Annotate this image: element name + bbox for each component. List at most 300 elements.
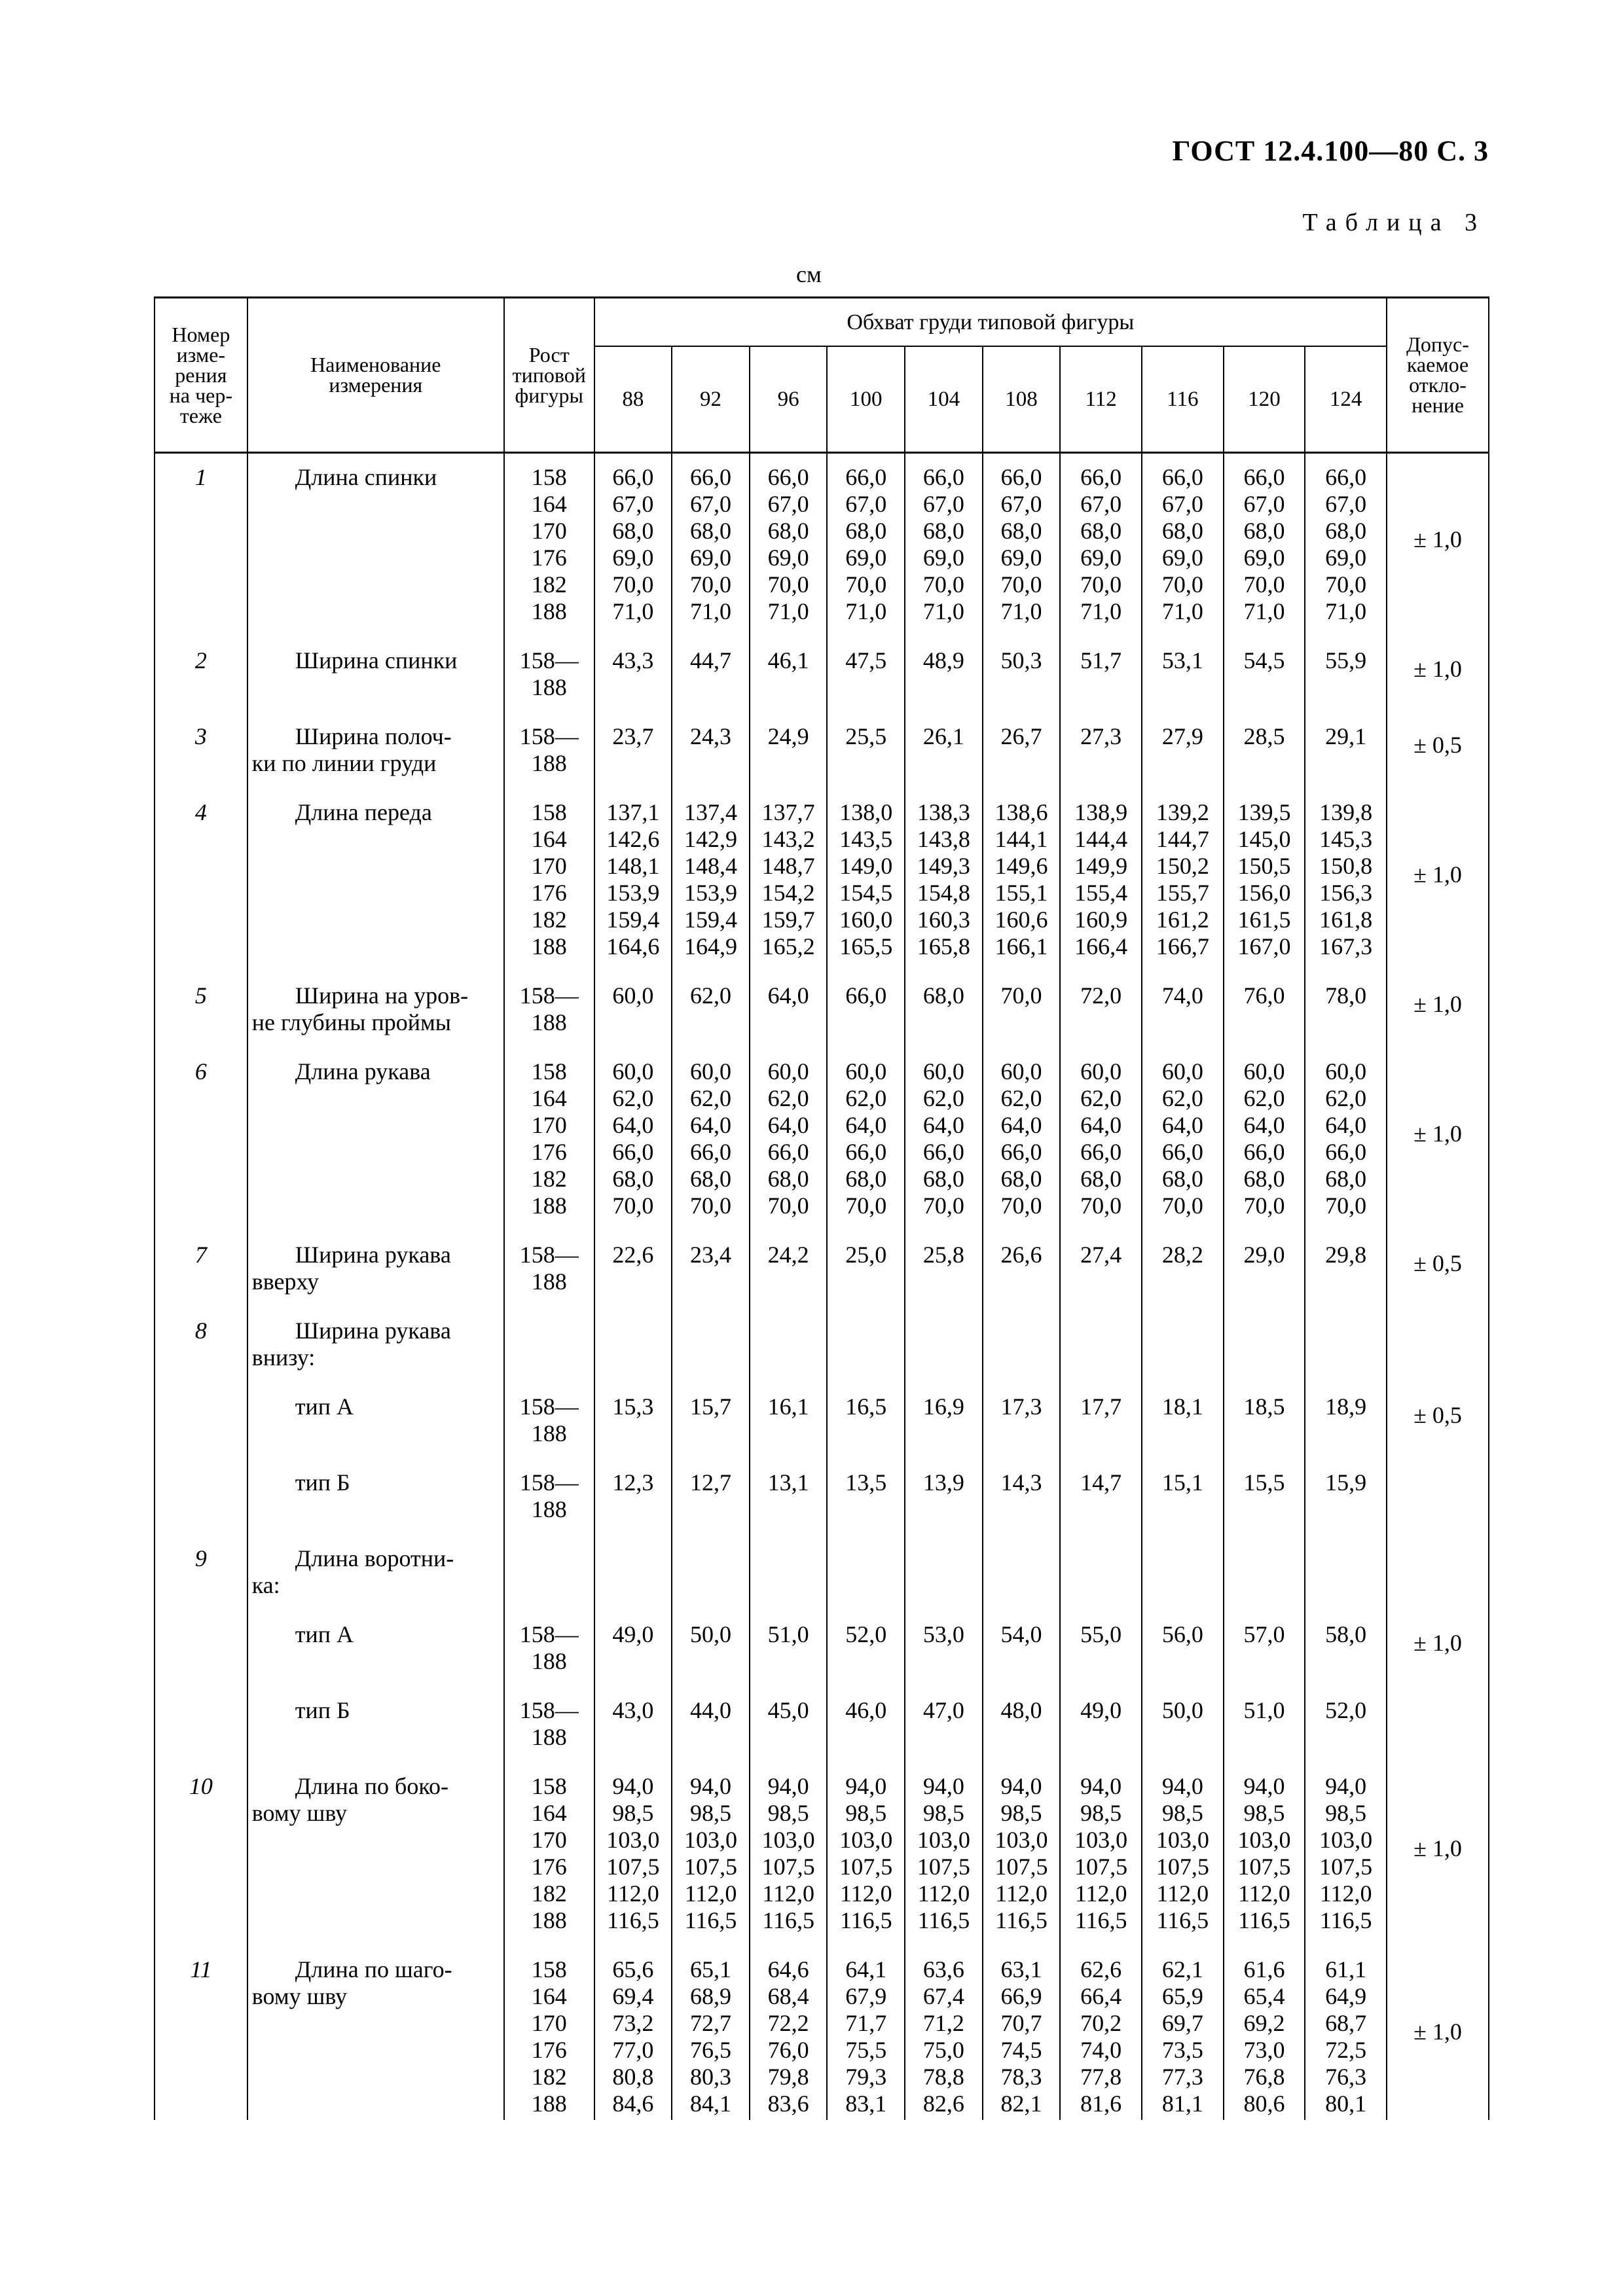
cell-value: 68,0 (1243, 518, 1285, 544)
cell-value: 67,0 (1080, 491, 1122, 517)
cell-value: 70,0 (1243, 1193, 1285, 1219)
table-row (155, 1048, 1489, 1231)
cell-girth-100 (827, 1231, 905, 1307)
empty-cell (594, 1307, 672, 1383)
table-row (155, 453, 1489, 637)
cell-value: 68,0 (690, 518, 732, 544)
header-name (247, 298, 504, 453)
cell-value: 73,5 (1161, 2037, 1203, 2063)
height-value: 188 (531, 1724, 567, 1750)
cell-value: 107,5 (839, 1854, 893, 1880)
cell-value: 71,0 (1161, 598, 1203, 624)
cell-girth-104 (905, 789, 983, 972)
cell-girth-116 (1142, 1763, 1224, 1946)
cell-value: 60,0 (1080, 1058, 1122, 1085)
cell-girth-104 (905, 1048, 983, 1231)
row-name-line: вверху (251, 1268, 319, 1295)
cell-girth-108 (983, 1383, 1061, 1459)
cell-girth-100 (827, 789, 905, 972)
cell-value: 74,5 (1000, 2037, 1042, 2063)
subrow-name (247, 1459, 504, 1535)
height-value: 170 (531, 518, 567, 544)
cell-value: 70,0 (1000, 571, 1042, 598)
cell-value: 77,3 (1161, 2064, 1203, 2090)
cell-girth-96 (750, 1459, 828, 1535)
cell-girth-112 (1060, 453, 1142, 637)
cell-value: 82,6 (922, 2090, 964, 2117)
cell-value: 156,0 (1237, 880, 1291, 906)
row-name (247, 972, 504, 1048)
cell-value: 76,8 (1243, 2064, 1285, 2090)
cell-value: 75,0 (922, 2037, 964, 2063)
header-line: изме- (176, 342, 226, 367)
cell-value: 74,0 (1161, 982, 1203, 1009)
row-name (247, 1048, 504, 1231)
cell-girth-88 (594, 1946, 672, 2120)
row-heights (504, 1048, 594, 1231)
cell-value: 79,8 (767, 2064, 809, 2090)
cell-value: 27,4 (1080, 1242, 1122, 1268)
cell-value: 77,8 (1080, 2064, 1122, 2090)
cell-value: 71,0 (845, 598, 887, 624)
cell-value: 16,1 (767, 1393, 809, 1420)
cell-value: 44,7 (690, 647, 732, 673)
subrow-name-line: тип Б (295, 1697, 350, 1723)
cell-value: 69,7 (1161, 2010, 1203, 2036)
cell-value: 107,5 (917, 1854, 970, 1880)
cell-value: 51,7 (1080, 647, 1122, 673)
cell-value: 107,5 (761, 1854, 815, 1880)
cell-value: 66,0 (1325, 1139, 1367, 1165)
row-name (247, 1535, 504, 1611)
subrow-heights (504, 1687, 594, 1763)
cell-value: 54,5 (1243, 647, 1285, 673)
cell-value: 68,0 (1000, 1166, 1042, 1192)
table-subrow (155, 1687, 1489, 1763)
cell-girth-88 (594, 713, 672, 789)
cell-value: 66,4 (1080, 1983, 1122, 2009)
height-value: 164 (531, 1983, 567, 2009)
cell-value: 70,0 (1161, 1193, 1203, 1219)
cell-value: 148,4 (684, 853, 738, 879)
cell-value: 64,0 (1161, 1112, 1203, 1138)
height-value: 158— (519, 1393, 579, 1420)
row-name (247, 637, 504, 713)
header-line: теже (179, 403, 222, 427)
row-name-line: Длина по боко- (295, 1773, 449, 1799)
cell-girth-108 (983, 1687, 1061, 1763)
height-value: 158— (519, 982, 579, 1009)
row-number: 6 (155, 1048, 247, 1231)
cell-value: 66,0 (1325, 464, 1367, 490)
cell-girth-116 (1142, 1048, 1224, 1231)
cell-value: 138,3 (917, 799, 970, 825)
header-girth-112: 112 (1060, 346, 1142, 453)
height-value: 170 (531, 1112, 567, 1138)
header-girth-96: 96 (750, 346, 828, 453)
cell-value: 61,6 (1243, 1956, 1285, 1982)
cell-girth-116 (1142, 1231, 1224, 1307)
row-name-line: вому шву (251, 1800, 348, 1826)
cell-value: 160,0 (839, 906, 893, 933)
table-subrow (155, 1383, 1489, 1459)
height-value: 188 (531, 1648, 567, 1674)
cell-value: 71,2 (922, 2010, 964, 2036)
cell-value: 70,0 (1000, 1193, 1042, 1219)
cell-value: 103,0 (839, 1827, 893, 1853)
cell-girth-96 (750, 1763, 828, 1946)
cell-value: 94,0 (690, 1773, 732, 1799)
cell-value: 66,9 (1000, 1983, 1042, 2009)
table-row (155, 1763, 1489, 1946)
cell-value: 44,0 (690, 1697, 732, 1723)
cell-girth-104 (905, 453, 983, 637)
cell-value: 71,0 (690, 598, 732, 624)
cell-value: 70,0 (1000, 982, 1042, 1009)
cell-girth-92 (672, 1459, 750, 1535)
cell-value: 62,0 (1080, 1085, 1122, 1111)
empty-cell (1142, 1307, 1224, 1383)
cell-girth-120 (1224, 1687, 1305, 1763)
cell-value: 166,1 (994, 933, 1048, 960)
cell-value: 94,0 (1325, 1773, 1367, 1799)
header-line: нение (1412, 393, 1464, 417)
row-name-line: Ширина на уров- (295, 982, 469, 1009)
cell-value: 78,8 (922, 2064, 964, 2090)
cell-girth-108 (983, 637, 1061, 713)
cell-value: 28,2 (1161, 1242, 1203, 1268)
height-value: 188 (531, 933, 567, 960)
cell-girth-124 (1305, 453, 1387, 637)
cell-value: 143,5 (839, 826, 893, 852)
cell-girth-116 (1142, 713, 1224, 789)
cell-value: 155,1 (994, 880, 1048, 906)
cell-girth-116 (1142, 972, 1224, 1048)
cell-girth-124 (1305, 1946, 1387, 2120)
empty-cell (905, 1535, 983, 1611)
cell-value: 61,1 (1325, 1956, 1367, 1982)
cell-value: 67,0 (1161, 491, 1203, 517)
cell-value: 70,0 (1243, 571, 1285, 598)
table-row (155, 637, 1489, 713)
measurements-table (154, 296, 1489, 2120)
height-value: 182 (531, 2064, 567, 2090)
height-value: 176 (531, 1854, 567, 1880)
row-name (247, 1946, 504, 2120)
cell-girth-92 (672, 1048, 750, 1231)
cell-value: 68,0 (612, 1166, 654, 1192)
cell-value: 112,0 (684, 1880, 737, 1907)
cell-value: 12,7 (690, 1469, 732, 1496)
cell-value: 70,7 (1000, 2010, 1042, 2036)
cell-value: 70,0 (922, 571, 964, 598)
cell-value: 62,6 (1080, 1956, 1122, 1982)
cell-girth-116 (1142, 1687, 1224, 1763)
height-value: 170 (531, 2010, 567, 2036)
cell-girth-112 (1060, 1763, 1142, 1946)
table-body (155, 453, 1489, 2121)
cell-value: 72,2 (767, 2010, 809, 2036)
cell-girth-104 (905, 1459, 983, 1535)
cell-girth-120 (1224, 972, 1305, 1048)
cell-girth-96 (750, 972, 828, 1048)
height-value: 176 (531, 880, 567, 906)
cell-value: 27,3 (1080, 723, 1122, 749)
header-line: на чер- (169, 383, 233, 407)
cell-value: 143,2 (761, 826, 815, 852)
cell-value: 66,0 (1243, 1139, 1285, 1165)
cell-value: 137,1 (606, 799, 660, 825)
header-line: каемое (1406, 353, 1469, 376)
cell-value: 68,0 (1080, 518, 1122, 544)
row-name (247, 789, 504, 972)
cell-value: 62,0 (690, 1085, 732, 1111)
cell-value: 60,0 (922, 1058, 964, 1085)
cell-value: 69,0 (767, 545, 809, 571)
row-tolerance: ± 1,0 (1387, 453, 1489, 637)
height-value: 158— (519, 647, 579, 673)
header-line: фигуры (515, 383, 583, 407)
cell-girth-112 (1060, 1946, 1142, 2120)
cell-girth-104 (905, 1231, 983, 1307)
cell-value: 62,0 (1325, 1085, 1367, 1111)
empty-cell (750, 1535, 828, 1611)
row-name (247, 453, 504, 637)
cell-value: 148,1 (606, 853, 660, 879)
cell-value: 67,4 (922, 1983, 964, 2009)
cell-value: 47,5 (845, 647, 887, 673)
cell-value: 68,0 (767, 1166, 809, 1192)
cell-value: 103,0 (1156, 1827, 1209, 1853)
cell-value: 144,7 (1156, 826, 1209, 852)
cell-value: 14,3 (1000, 1469, 1042, 1496)
header-girth-124: 124 (1305, 346, 1387, 453)
cell-girth-112 (1060, 1687, 1142, 1763)
cell-value: 103,0 (917, 1827, 970, 1853)
cell-value: 69,0 (1243, 545, 1285, 571)
cell-value: 98,5 (1161, 1800, 1203, 1826)
cell-value: 69,0 (1325, 545, 1367, 571)
cell-value: 138,9 (1074, 799, 1128, 825)
cell-girth-120 (1224, 637, 1305, 713)
cell-value: 63,6 (922, 1956, 964, 1982)
cell-girth-88 (594, 1687, 672, 1763)
cell-girth-120 (1224, 1048, 1305, 1231)
cell-value: 143,8 (917, 826, 970, 852)
row-number: 7 (155, 1231, 247, 1307)
cell-value: 98,5 (1000, 1800, 1042, 1826)
cell-value: 112,0 (917, 1880, 970, 1907)
header-girth-92: 92 (672, 346, 750, 453)
header-row (155, 298, 1489, 347)
row-name-line: Ширина полоч- (295, 723, 452, 749)
row-number: 3 (155, 713, 247, 789)
cell-value: 60,0 (845, 1058, 887, 1085)
empty-cell (594, 1535, 672, 1611)
cell-value: 68,0 (922, 982, 964, 1009)
cell-girth-116 (1142, 1611, 1224, 1687)
cell-value: 112,0 (1074, 1880, 1127, 1907)
cell-value: 142,6 (606, 826, 660, 852)
cell-value: 116,5 (1074, 1907, 1127, 1933)
subrow-name (247, 1611, 504, 1687)
cell-girth-96 (750, 637, 828, 713)
header-line: Допус- (1406, 332, 1469, 356)
cell-value: 149,9 (1074, 853, 1128, 879)
cell-girth-112 (1060, 637, 1142, 713)
subrow-name-line: тип Б (295, 1469, 350, 1496)
cell-value: 29,1 (1325, 723, 1367, 749)
cell-girth-112 (1060, 713, 1142, 789)
cell-value: 70,0 (767, 1193, 809, 1219)
empty-cell (1060, 1307, 1142, 1383)
cell-value: 94,0 (845, 1773, 887, 1799)
height-value: 182 (531, 1880, 567, 1907)
height-value: 182 (531, 906, 567, 933)
cell-value: 49,0 (1080, 1697, 1122, 1723)
cell-value: 15,5 (1243, 1469, 1285, 1496)
row-heights (504, 1231, 594, 1307)
cell-value: 67,0 (1000, 491, 1042, 517)
cell-girth-124 (1305, 1383, 1387, 1459)
subrow-name-line: тип А (295, 1393, 354, 1420)
cell-value: 68,0 (1080, 1166, 1122, 1192)
cell-girth-120 (1224, 713, 1305, 789)
header-girth-88: 88 (594, 346, 672, 453)
table-subrow (155, 1459, 1489, 1535)
height-value: 188 (531, 598, 567, 624)
cell-value: 62,0 (922, 1085, 964, 1111)
cell-value: 70,0 (612, 571, 654, 598)
height-value: 158— (519, 1697, 579, 1723)
row-name-line: внизу: (251, 1344, 316, 1371)
row-number: 11 (155, 1946, 247, 2120)
cell-value: 67,0 (612, 491, 654, 517)
cell-value: 66,0 (767, 464, 809, 490)
cell-girth-96 (750, 713, 828, 789)
height-value: 164 (531, 1800, 567, 1826)
cell-girth-100 (827, 1611, 905, 1687)
empty-cell (1305, 1535, 1387, 1611)
cell-value: 137,4 (684, 799, 738, 825)
cell-value: 139,5 (1237, 799, 1291, 825)
cell-value: 165,8 (917, 933, 970, 960)
height-value: 158— (519, 1469, 579, 1496)
row-number: 1 (155, 453, 247, 637)
cell-girth-108 (983, 1611, 1061, 1687)
empty-cell (1224, 1535, 1305, 1611)
cell-value: 50,0 (690, 1621, 732, 1647)
cell-value: 68,0 (612, 518, 654, 544)
cell-value: 25,0 (845, 1242, 887, 1268)
cell-value: 73,0 (1243, 2037, 1285, 2063)
cell-value: 64,0 (1325, 1112, 1367, 1138)
cell-value: 71,0 (922, 598, 964, 624)
cell-value: 71,0 (612, 598, 654, 624)
cell-girth-112 (1060, 789, 1142, 972)
height-value: 158— (519, 723, 579, 749)
cell-girth-108 (983, 972, 1061, 1048)
cell-value: 62,0 (612, 1085, 654, 1111)
cell-value: 57,0 (1243, 1621, 1285, 1647)
cell-value: 160,3 (917, 906, 970, 933)
cell-girth-108 (983, 453, 1061, 637)
cell-value: 98,5 (845, 1800, 887, 1826)
cell-value: 53,0 (922, 1621, 964, 1647)
header-girth-120: 120 (1224, 346, 1305, 453)
header-girth-108: 108 (983, 346, 1061, 453)
height-value: 188 (531, 1193, 567, 1219)
cell-value: 68,0 (1000, 518, 1042, 544)
cell-value: 70,0 (690, 571, 732, 598)
cell-value: 164,6 (606, 933, 660, 960)
cell-value: 66,0 (922, 1139, 964, 1165)
cell-value: 103,0 (684, 1827, 738, 1853)
header-number (155, 298, 247, 453)
cell-value: 13,9 (922, 1469, 964, 1496)
row-name-line: не глубины проймы (251, 1009, 451, 1035)
row-tolerance: ± 0,5 (1387, 1231, 1489, 1307)
cell-girth-116 (1142, 453, 1224, 637)
cell-girth-104 (905, 1383, 983, 1459)
row-heights (504, 1946, 594, 2120)
cell-value: 71,0 (1080, 598, 1122, 624)
cell-value: 18,1 (1161, 1393, 1203, 1420)
cell-value: 15,1 (1161, 1469, 1203, 1496)
cell-value: 103,0 (994, 1827, 1048, 1853)
cell-girth-124 (1305, 1763, 1387, 1946)
cell-value: 65,9 (1161, 1983, 1203, 2009)
empty-cell (1224, 1307, 1305, 1383)
cell-value: 103,0 (1074, 1827, 1128, 1853)
cell-value: 145,3 (1319, 826, 1373, 852)
cell-girth-92 (672, 1946, 750, 2120)
row-number: 8 (155, 1307, 247, 1535)
row-name-line: вому шву (251, 1983, 348, 2009)
cell-value: 18,9 (1325, 1393, 1367, 1420)
cell-value: 76,0 (767, 2037, 809, 2063)
header-girth-group: Обхват груди типовой фигуры (594, 298, 1387, 347)
cell-girth-92 (672, 1383, 750, 1459)
row-name-line: Длина рукава (295, 1058, 431, 1085)
cell-value: 46,0 (845, 1697, 887, 1723)
row-heights (504, 972, 594, 1048)
cell-value: 64,0 (922, 1112, 964, 1138)
cell-value: 139,8 (1319, 799, 1373, 825)
cell-value: 68,0 (1325, 518, 1367, 544)
cell-girth-100 (827, 637, 905, 713)
cell-value: 23,4 (690, 1242, 732, 1268)
cell-value: 72,0 (1080, 982, 1122, 1009)
table-row (155, 1231, 1489, 1307)
header-girth-116: 116 (1142, 346, 1224, 453)
cell-girth-100 (827, 1687, 905, 1763)
cell-value: 64,0 (1000, 1112, 1042, 1138)
cell-girth-92 (672, 1687, 750, 1763)
cell-value: 76,0 (1243, 982, 1285, 1009)
header-line: типовой (512, 363, 586, 387)
cell-value: 43,3 (612, 647, 654, 673)
cell-value: 94,0 (1080, 1773, 1122, 1799)
cell-value: 72,5 (1325, 2037, 1367, 2063)
cell-girth-92 (672, 637, 750, 713)
cell-value: 107,5 (684, 1854, 738, 1880)
cell-value: 68,0 (1161, 518, 1203, 544)
cell-value: 154,2 (761, 880, 815, 906)
cell-girth-124 (1305, 637, 1387, 713)
cell-value: 78,0 (1325, 982, 1367, 1009)
cell-value: 116,5 (607, 1907, 659, 1933)
